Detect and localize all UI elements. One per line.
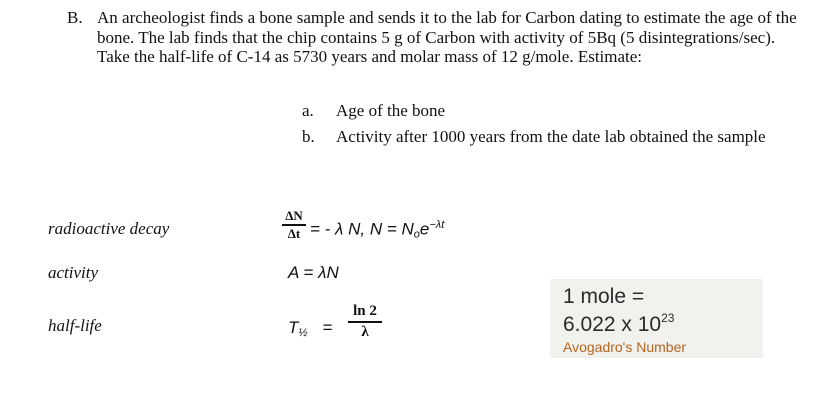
term-half-life: half-life: [48, 316, 102, 335]
fraction-bar: [348, 321, 382, 323]
term-radioactive-decay: radioactive decay: [48, 219, 170, 238]
avogadro-caption: Avogadro's Number: [563, 339, 687, 355]
half-life-lhs: [288, 318, 332, 339]
half-life-sub: ½: [298, 327, 308, 339]
problem-label: B.: [67, 8, 83, 27]
decay-formula-main: = - λ N, N = N: [310, 219, 414, 239]
avogadro-exponent: 23: [661, 311, 675, 325]
half-life-equals: =: [322, 318, 333, 337]
half-life-frac-den: λ: [361, 323, 369, 340]
decay-derivative-fraction: [282, 209, 306, 241]
decay-sub-o: o: [413, 228, 420, 241]
subpart-a-text: Age of the bone: [336, 101, 446, 120]
subpart-b-mark: b.: [302, 127, 315, 146]
term-activity: activity: [48, 263, 99, 282]
half-life-frac-num: ln 2: [353, 303, 377, 319]
decay-formula: [310, 219, 444, 241]
avogadro-base: 6.022 x 10: [563, 313, 662, 336]
avogadro-line2: [563, 311, 674, 337]
decay-frac-num: ΔN: [285, 208, 303, 223]
activity-formula: A = λN: [288, 263, 339, 282]
decay-formula-e: e: [419, 219, 430, 239]
subpart-a-mark: a.: [302, 101, 314, 120]
half-life-T: T: [288, 318, 299, 337]
avogadro-line1: 1 mole =: [563, 285, 645, 308]
decay-exponent: −λt: [429, 219, 445, 231]
avogadro-box: [550, 279, 763, 358]
subpart-b-text: Activity after 1000 years from the date lab obtained the sample: [336, 127, 766, 146]
problem-text: An archeologist finds a bone sample and sends it to the lab for Carbon dating to estimate the age of the bone. The lab finds that the chip contains 5 g of Carbon with activity of 5Bq (5 disintegrations/sec). Take the half-life of C-14 as 5730 years and molar mass of 12 g/mole. Estimate:: [97, 8, 797, 66]
decay-frac-den: Δt: [287, 225, 301, 241]
half-life-fraction: [348, 303, 382, 341]
